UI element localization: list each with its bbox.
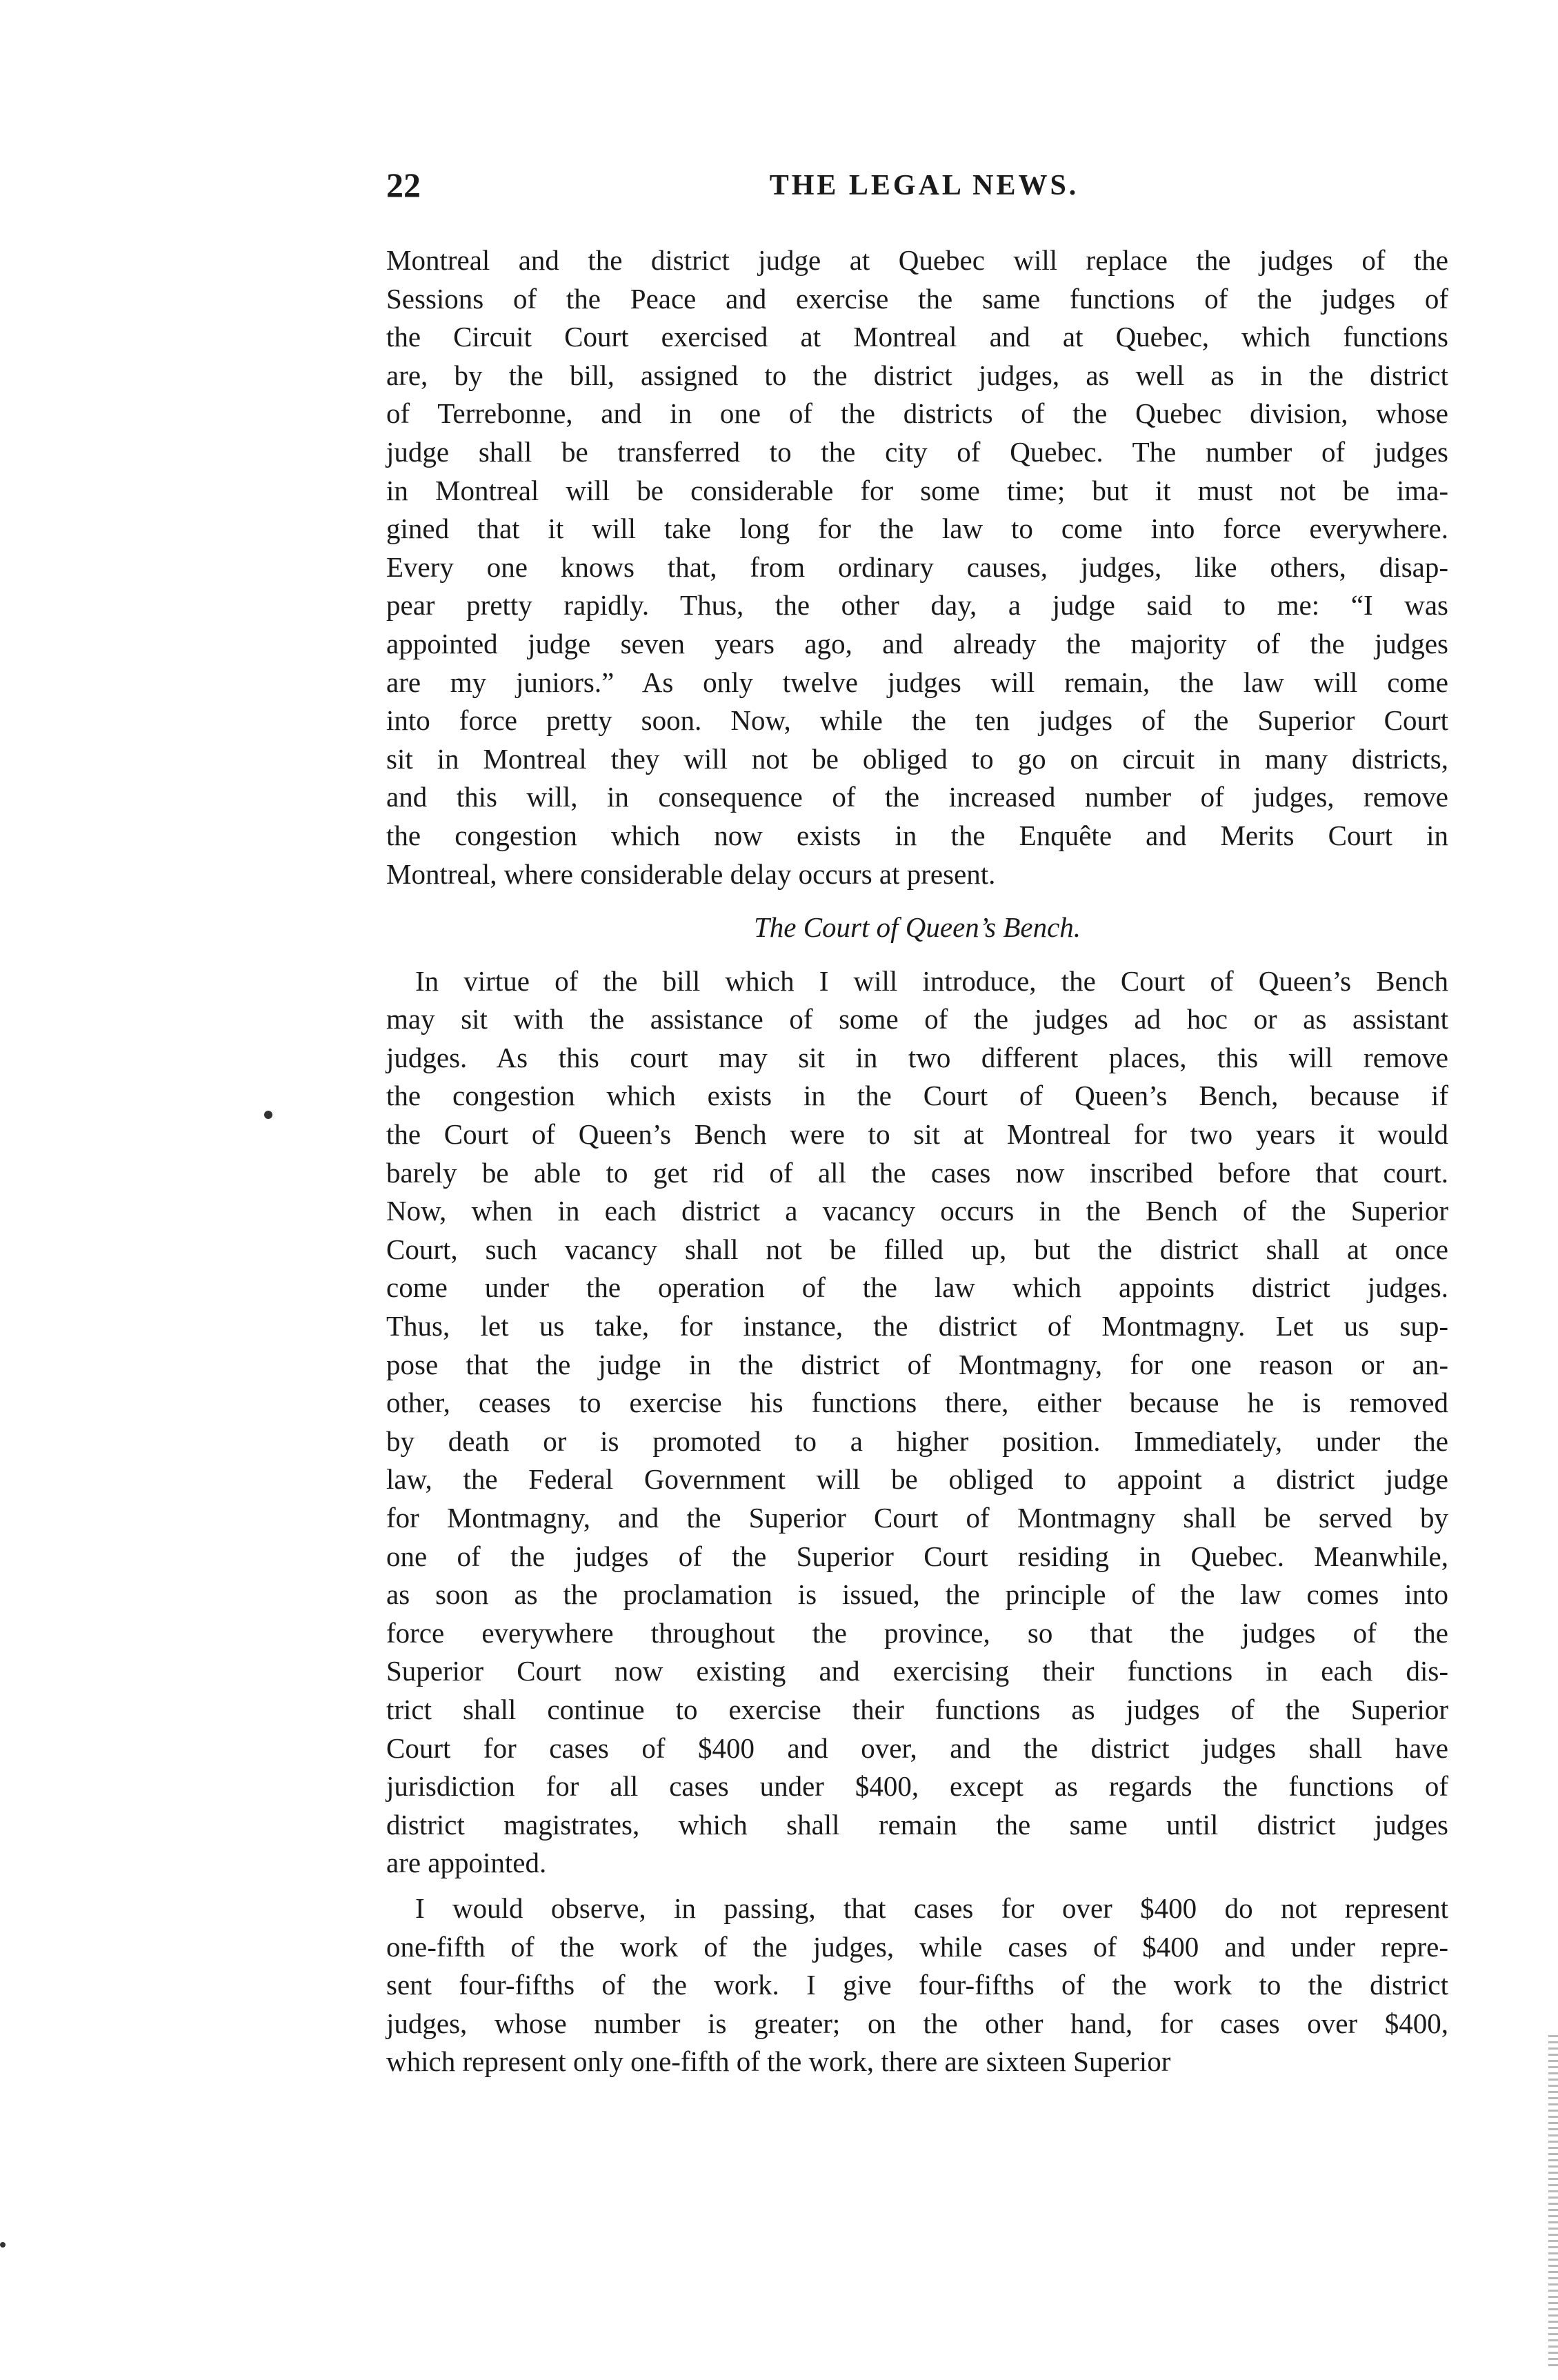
paragraph-2 [386, 962, 1448, 1883]
text-line: one-fifth of the work of the judges, while cases of $400 and under repre- [386, 1930, 1448, 1963]
paragraph-1 [386, 241, 1448, 893]
text-line: appointed judge seven years ago, and already the majority of the judges [386, 627, 1448, 660]
text-line: Court, such vacancy shall not be filled up, but the district shall at once [386, 1233, 1448, 1265]
page-edge-speckle [1548, 2035, 1558, 2366]
text-line: which represent only one-fifth of the work, there are sixteen Superior [386, 2045, 1171, 2078]
paragraph-3 [386, 1890, 1448, 2081]
text-line: pose that the judge in the district of Montmagny, for one reason or an- [386, 1348, 1448, 1380]
text-line: for Montmagny, and the Superior Court of Montmagny shall be served by [386, 1502, 1448, 1534]
text-line: judges. As this court may sit in two different places, this will remove [386, 1041, 1448, 1073]
text-line: sit in Montreal they will not be obliged to go on circuit in many districts, [386, 742, 1448, 775]
text-line: other, ceases to exercise his functions there, either because he is removed [386, 1387, 1448, 1419]
text-line: are appointed. [386, 1847, 547, 1879]
text-line: the congestion which now exists in the Enquête and Merits Court in [386, 819, 1448, 851]
text-line: jurisdiction for all cases under $400, except as regards the functions of [386, 1770, 1448, 1803]
text-line: the Circuit Court exercised at Montreal and at Quebec, which functions [386, 321, 1448, 353]
text-line: may sit with the assistance of some of the judges ad hoc or as assistant [386, 1003, 1448, 1035]
text-line: Superior Court now existing and exercising their functions in each dis- [386, 1655, 1448, 1687]
text-line: In virtue of the bill which I will introduce, the Court of Queen’s Bench [415, 964, 1448, 997]
text-line: law, the Federal Government will be obliged to appoint a district judge [386, 1463, 1448, 1496]
text-line: in Montreal will be considerable for some time; but it must not be ima- [386, 474, 1448, 506]
text-line: barely be able to get rid of all the cases now inscribed before that court. [386, 1156, 1448, 1189]
text-line: Now, when in each district a vacancy occurs in the Bench of the Superior [386, 1195, 1448, 1227]
page-header [386, 164, 1462, 212]
section-title: The Court of Queen’s Bench. [753, 911, 1081, 944]
text-line: Thus, let us take, for instance, the district of Montmagny. Let us sup- [386, 1310, 1448, 1342]
text-line: are, by the bill, assigned to the district judges, as well as in the district [386, 359, 1448, 391]
text-line: are my juniors.” As only twelve judges will remain, the law will come [386, 666, 1448, 698]
text-line: I would observe, in passing, that cases for over $400 do not represent [415, 1892, 1448, 1924]
text-line: Court for cases of $400 and over, and the district judges shall have [386, 1732, 1448, 1764]
text-line: into force pretty soon. Now, while the ten judges of the Superior Court [386, 704, 1448, 737]
text-line: sent four-fifths of the work. I give four-fifths of the work to the district [386, 1969, 1448, 2001]
text-line: by death or is promoted to a higher position. Immediately, under the [386, 1425, 1448, 1457]
text-line: force everywhere throughout the province, so that the judges of the [386, 1616, 1448, 1649]
text-line: Every one knows that, from ordinary causes, judges, like others, disap- [386, 551, 1448, 583]
text-line: and this will, in consequence of the increased number of judges, remove [386, 781, 1448, 813]
text-line: as soon as the proclamation is issued, the principle of the law comes into [386, 1578, 1448, 1611]
text-line: judges, whose number is greater; on the other hand, for cases over $400, [386, 2007, 1448, 2039]
text-line: Montreal, where considerable delay occurs at present. [386, 857, 996, 890]
running-head: THE LEGAL NEWS. [769, 170, 1079, 201]
text-line: judge shall be transferred to the city of Quebec. The number of judges [386, 435, 1448, 468]
body-text [386, 241, 1448, 2081]
text-line: one of the judges of the Superior Court residing in Quebec. Meanwhile, [386, 1540, 1448, 1572]
text-line: Montreal and the district judge at Quebec will replace the judges of the [386, 244, 1448, 276]
text-line: of Terrebonne, and in one of the districts of the Quebec division, whose [386, 397, 1448, 430]
text-line: the congestion which exists in the Court of Queen’s Bench, because if [386, 1080, 1448, 1112]
margin-speck [0, 2242, 6, 2248]
text-line: come under the operation of the law which appoints district judges. [386, 1271, 1448, 1304]
text-line: the Court of Queen’s Bench were to sit at Montreal for two years it would [386, 1118, 1448, 1151]
page-number: 22 [386, 166, 421, 204]
text-line: pear pretty rapidly. Thus, the other day, a judge said to me: “I was [386, 589, 1448, 622]
text-line: district magistrates, which shall remain the same until district judges [386, 1808, 1448, 1841]
text-line: gined that it will take long for the law to come into force everywhere. [386, 513, 1448, 545]
text-line: Sessions of the Peace and exercise the same functions of the judges of [386, 282, 1448, 315]
text-line: trict shall continue to exercise their functions as judges of the Superior [386, 1693, 1448, 1725]
margin-speck [264, 1111, 272, 1119]
